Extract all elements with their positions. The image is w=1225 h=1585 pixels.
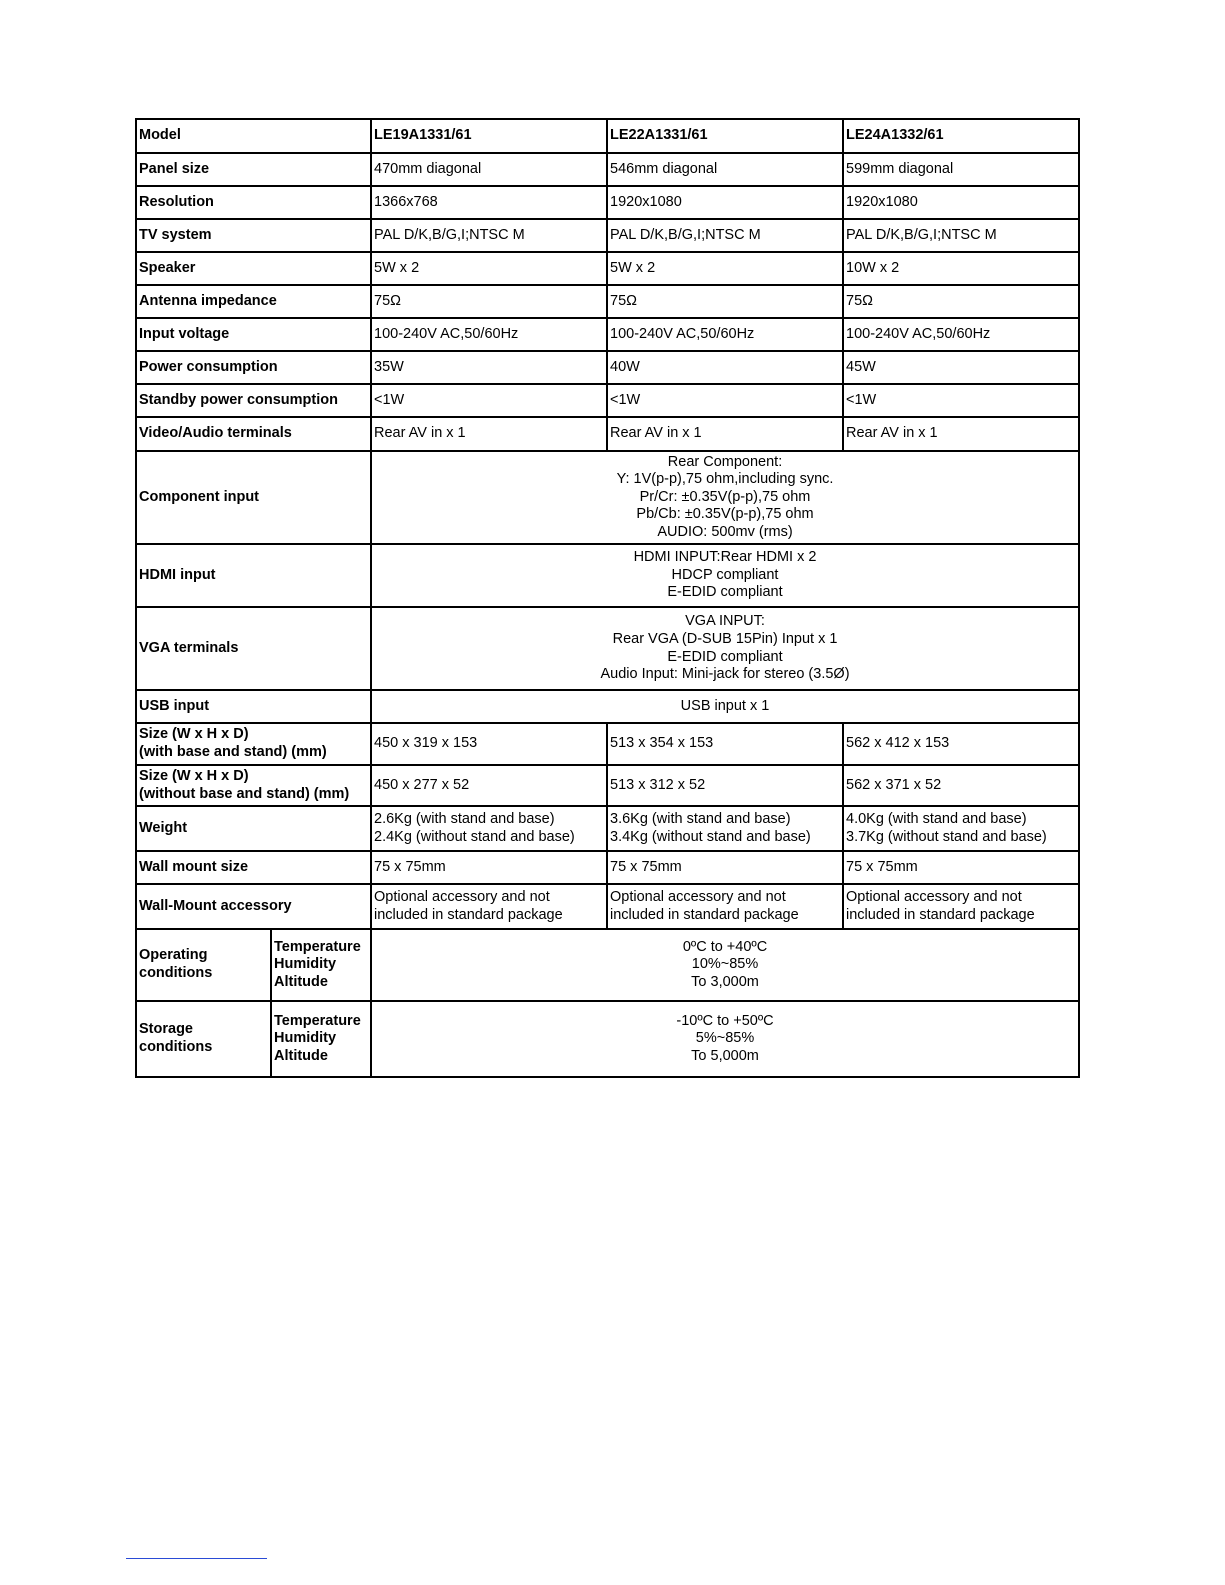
cell: 1920x1080 [843, 186, 1079, 219]
param-line: Temperature [274, 1012, 361, 1029]
spec-line: E-EDID compliant [667, 648, 783, 665]
cell-line: included in standard package [846, 906, 1035, 923]
cell-line: 4.0Kg (with stand and base) [846, 810, 1027, 827]
spec-line: 5%~85% [695, 1030, 755, 1047]
cell-line: included in standard package [610, 906, 799, 923]
cell: 5W x 2 [371, 252, 607, 285]
cell: 562 x 371 x 52 [843, 765, 1079, 806]
cell: 35W [371, 351, 607, 384]
accessory-cell [607, 884, 843, 929]
spec-line: Audio Input: Mini-jack for stereo (3.5Ø) [600, 666, 850, 683]
spec-line: Rear VGA (D-SUB 15Pin) Input x 1 [612, 630, 838, 647]
cell: 75 x 75mm [371, 851, 607, 884]
cell: 75 x 75mm [607, 851, 843, 884]
storage-params [271, 1001, 371, 1077]
cell: 562 x 412 x 153 [843, 723, 1079, 765]
cell: Rear AV in x 1 [843, 417, 1079, 451]
spec-line: Pb/Cb: ±0.35V(p-p),75 ohm [636, 506, 814, 523]
spec-table [135, 118, 1080, 1078]
spec-line: E-EDID compliant [667, 584, 783, 601]
cell-line: Optional accessory and not [846, 888, 1022, 905]
spec-line: Rear Component: [667, 453, 783, 470]
cell: 100-240V AC,50/60Hz [371, 318, 607, 351]
row-wall-mount-size [136, 851, 1079, 884]
spec-line: AUDIO: 500mv (rms) [657, 523, 793, 540]
label-input-voltage: Input voltage [136, 318, 371, 351]
cell: 513 x 354 x 153 [607, 723, 843, 765]
model-3: LE24A1332/61 [843, 119, 1079, 153]
row-speaker [136, 252, 1079, 285]
cell-line: included in standard package [374, 906, 563, 923]
label-vga: VGA terminals [136, 607, 371, 690]
weight-cell [607, 806, 843, 851]
cell: 100-240V AC,50/60Hz [607, 318, 843, 351]
cell: Rear AV in x 1 [371, 417, 607, 451]
label-hdmi: HDMI input [136, 544, 371, 607]
label-line: Storage [139, 1021, 193, 1038]
footer-divider [126, 1558, 267, 1559]
label-antenna: Antenna impedance [136, 285, 371, 318]
row-tv-system [136, 219, 1079, 252]
cell: Rear AV in x 1 [607, 417, 843, 451]
spec-line: VGA INPUT: [685, 613, 765, 630]
spec-line: 0ºC to +40ºC [682, 938, 768, 955]
cell: 45W [843, 351, 1079, 384]
label-component: Component input [136, 451, 371, 544]
label-wall-mount-size: Wall mount size [136, 851, 371, 884]
label-resolution: Resolution [136, 186, 371, 219]
cell: 40W [607, 351, 843, 384]
row-av-terminals [136, 417, 1079, 451]
param-line: Temperature [274, 938, 361, 955]
label-line: Size (W x H x D) [139, 726, 249, 743]
weight-cell [371, 806, 607, 851]
label-usb: USB input [136, 690, 371, 723]
label-speaker: Speaker [136, 252, 371, 285]
param-line: Altitude [274, 1047, 328, 1064]
label-line: Size (W x H x D) [139, 767, 249, 784]
cell-line: 3.4Kg (without stand and base) [610, 828, 811, 845]
weight-cell [843, 806, 1079, 851]
label-line: (without base and stand) (mm) [139, 785, 350, 802]
cell: 75 x 75mm [843, 851, 1079, 884]
spec-line: Pr/Cr: ±0.35V(p-p),75 ohm [639, 488, 811, 505]
cell: PAL D/K,B/G,I;NTSC M [607, 219, 843, 252]
operating-params [271, 929, 371, 1001]
row-resolution [136, 186, 1079, 219]
accessory-cell [371, 884, 607, 929]
cell: 470mm diagonal [371, 153, 607, 186]
row-usb [136, 690, 1079, 723]
cell-line: 2.4Kg (without stand and base) [374, 828, 575, 845]
cell: 10W x 2 [843, 252, 1079, 285]
spec-line: HDCP compliant [671, 566, 779, 583]
cell-line: Optional accessory and not [610, 888, 786, 905]
cell-line: 3.7Kg (without stand and base) [846, 828, 1047, 845]
model-1: LE19A1331/61 [371, 119, 607, 153]
row-panel-size [136, 153, 1079, 186]
cell: 513 x 312 x 52 [607, 765, 843, 806]
row-vga [136, 607, 1079, 690]
row-power [136, 351, 1079, 384]
row-operating-conditions [136, 929, 1079, 1001]
spec-line: Y: 1V(p-p),75 ohm,including sync. [616, 471, 834, 488]
row-component [136, 451, 1079, 544]
cell: <1W [843, 384, 1079, 417]
row-storage-conditions [136, 1001, 1079, 1077]
row-weight [136, 806, 1079, 851]
label-panel-size: Panel size [136, 153, 371, 186]
spec-line: To 3,000m [691, 973, 759, 990]
cell: 450 x 277 x 52 [371, 765, 607, 806]
param-line: Altitude [274, 973, 328, 990]
spec-line: -10ºC to +50ºC [676, 1012, 774, 1029]
label-standby: Standby power consumption [136, 384, 371, 417]
row-input-voltage [136, 318, 1079, 351]
row-size-without-stand [136, 765, 1079, 806]
param-line: Humidity [274, 1030, 337, 1047]
label-line: Operating [139, 947, 208, 964]
label-line: conditions [139, 1039, 213, 1055]
row-size-with-stand [136, 723, 1079, 765]
cell: 100-240V AC,50/60Hz [843, 318, 1079, 351]
hdmi-spec [371, 544, 1079, 607]
label-power: Power consumption [136, 351, 371, 384]
cell: <1W [371, 384, 607, 417]
usb-spec: USB input x 1 [371, 690, 1079, 723]
vga-spec [371, 607, 1079, 690]
spec-line: HDMI INPUT:Rear HDMI x 2 [633, 549, 817, 566]
label-model: Model [136, 119, 371, 153]
cell: PAL D/K,B/G,I;NTSC M [843, 219, 1079, 252]
row-antenna [136, 285, 1079, 318]
label-operating-conditions [136, 929, 271, 1001]
label-line: (with base and stand) (mm) [139, 744, 327, 760]
cell: 599mm diagonal [843, 153, 1079, 186]
label-av-terminals: Video/Audio terminals [136, 417, 371, 451]
cell: <1W [607, 384, 843, 417]
row-model [136, 119, 1079, 153]
operating-spec [371, 929, 1079, 1001]
spec-line: To 5,000m [691, 1047, 759, 1064]
row-standby [136, 384, 1079, 417]
label-line: conditions [139, 965, 213, 981]
cell-line: 2.6Kg (with stand and base) [374, 810, 555, 827]
cell: 1366x768 [371, 186, 607, 219]
label-weight: Weight [136, 806, 371, 851]
cell-line: Optional accessory and not [374, 888, 550, 905]
label-storage-conditions [136, 1001, 271, 1077]
cell: 75Ω [843, 285, 1079, 318]
model-2: LE22A1331/61 [607, 119, 843, 153]
accessory-cell [843, 884, 1079, 929]
label-size-with-stand [136, 723, 371, 765]
cell: 75Ω [607, 285, 843, 318]
label-wall-mount-accessory: Wall-Mount accessory [136, 884, 371, 929]
cell: 75Ω [371, 285, 607, 318]
storage-spec [371, 1001, 1079, 1077]
cell-line: 3.6Kg (with stand and base) [610, 810, 791, 827]
component-spec [371, 451, 1079, 544]
spec-line: 10%~85% [691, 956, 759, 973]
param-line: Humidity [274, 956, 337, 973]
row-wall-mount-accessory [136, 884, 1079, 929]
cell: 5W x 2 [607, 252, 843, 285]
label-tv-system: TV system [136, 219, 371, 252]
label-size-without-stand [136, 765, 371, 806]
cell: 1920x1080 [607, 186, 843, 219]
cell: PAL D/K,B/G,I;NTSC M [371, 219, 607, 252]
cell: 450 x 319 x 153 [371, 723, 607, 765]
cell: 546mm diagonal [607, 153, 843, 186]
row-hdmi [136, 544, 1079, 607]
